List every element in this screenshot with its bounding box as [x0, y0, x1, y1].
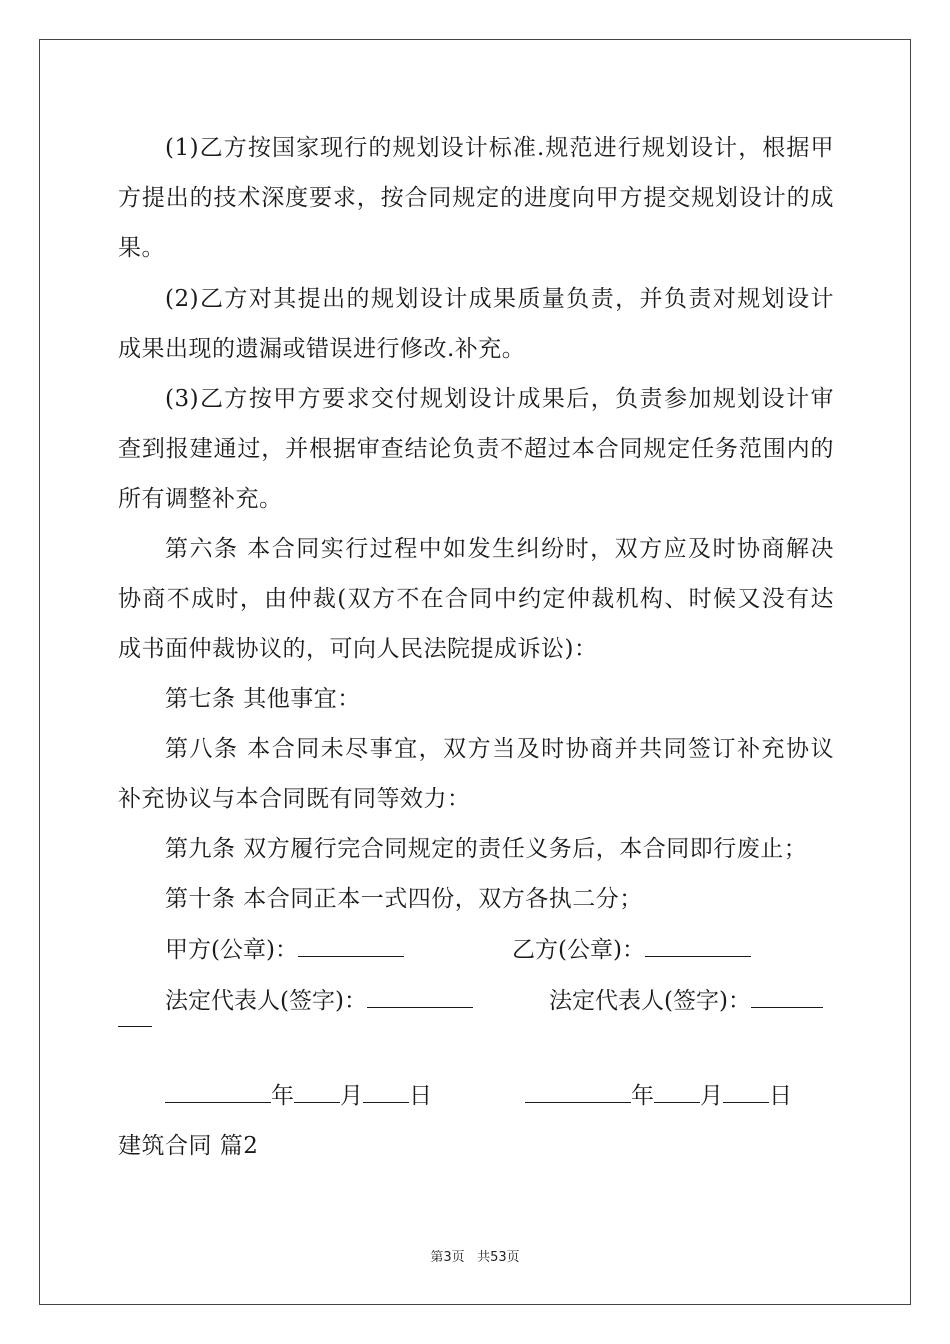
- rep-b-blank: [751, 985, 823, 1008]
- party-b-label: 乙方(公章)：: [512, 937, 645, 963]
- rep-a-label: 法定代表人(签字)：: [165, 988, 367, 1014]
- article-10: 第十条 本合同正本一式四份，双方各执二分；: [165, 886, 643, 912]
- date-b-day-blank: [723, 1080, 769, 1103]
- clause-2-line-2: 成果出现的遗漏或错误进行修改.补充。: [118, 336, 526, 362]
- party-a-blank: [298, 934, 404, 957]
- page-number: 第3页: [430, 1250, 465, 1265]
- rep-b-label: 法定代表人(签字)：: [549, 988, 751, 1014]
- clause-1-line-3: 果。: [118, 235, 165, 261]
- article-6-line-2: 协商不成时，由仲裁(双方不在合同中约定仲裁机构、时候又没有达: [118, 586, 834, 612]
- clause-2-line-1: (2)乙方对其提出的规划设计成果质量负责，并负责对规划设计: [165, 286, 834, 312]
- page-frame: [39, 39, 911, 1305]
- clause-1-line-1: (1)乙方按国家现行的规划设计标准.规范进行规划设计，根据甲: [165, 135, 834, 161]
- clause-1-line-2: 方提出的技术深度要求，按合同规定的进度向甲方提交规划设计的成: [118, 185, 834, 211]
- rep-b-signature: [549, 985, 823, 1016]
- date-b-year-label: 年: [631, 1083, 654, 1109]
- clause-3-line-1: (3)乙方按甲方要求交付规划设计成果后，负责参加规划设计审: [165, 386, 834, 412]
- article-8-line-1: 第八条 本合同未尽事宜，双方当及时协商并共同签订补充协议: [165, 736, 834, 762]
- article-9: 第九条 双方履行完合同规定的责任义务后，本合同即行废止；: [165, 836, 808, 862]
- rep-b-blank-continued: [118, 1025, 152, 1027]
- next-section-title: 建筑合同 篇2: [118, 1133, 259, 1159]
- date-a-month-label: 月: [340, 1083, 363, 1109]
- total-pages: 共53页: [477, 1250, 520, 1265]
- article-8-line-2: 补充协议与本合同既有同等效力：: [118, 786, 471, 812]
- party-a-label: 甲方(公章)：: [165, 937, 298, 963]
- party-b-blank: [645, 934, 751, 957]
- date-a-year-label: 年: [271, 1083, 294, 1109]
- article-6-line-1: 第六条 本合同实行过程中如发生纠纷时，双方应及时协商解决: [165, 536, 834, 562]
- date-b-month-blank: [654, 1080, 700, 1103]
- clause-3-line-2: 查到报建通过，并根据审查结论负责不超过本合同规定任务范围内的: [118, 436, 834, 462]
- party-a-seal: [165, 934, 404, 965]
- date-a: [165, 1080, 432, 1111]
- rep-a-blank: [367, 985, 473, 1008]
- date-a-year-blank: [165, 1080, 271, 1103]
- date-a-day-label: 日: [409, 1083, 432, 1109]
- date-b-month-label: 月: [700, 1083, 723, 1109]
- date-b-day-label: 日: [769, 1083, 792, 1109]
- article-7: 第七条 其他事宜：: [165, 686, 361, 712]
- rep-a-signature: [165, 985, 473, 1016]
- date-a-day-blank: [363, 1080, 409, 1103]
- article-6-line-3: 成书面仲裁协议的，可向人民法院提成诉讼)：: [118, 636, 598, 662]
- party-b-seal: [512, 934, 751, 965]
- clause-3-line-3: 所有调整补充。: [118, 486, 283, 512]
- date-a-month-blank: [294, 1080, 340, 1103]
- page-footer: [0, 1246, 950, 1265]
- date-b-year-blank: [525, 1080, 631, 1103]
- date-b: [525, 1080, 792, 1111]
